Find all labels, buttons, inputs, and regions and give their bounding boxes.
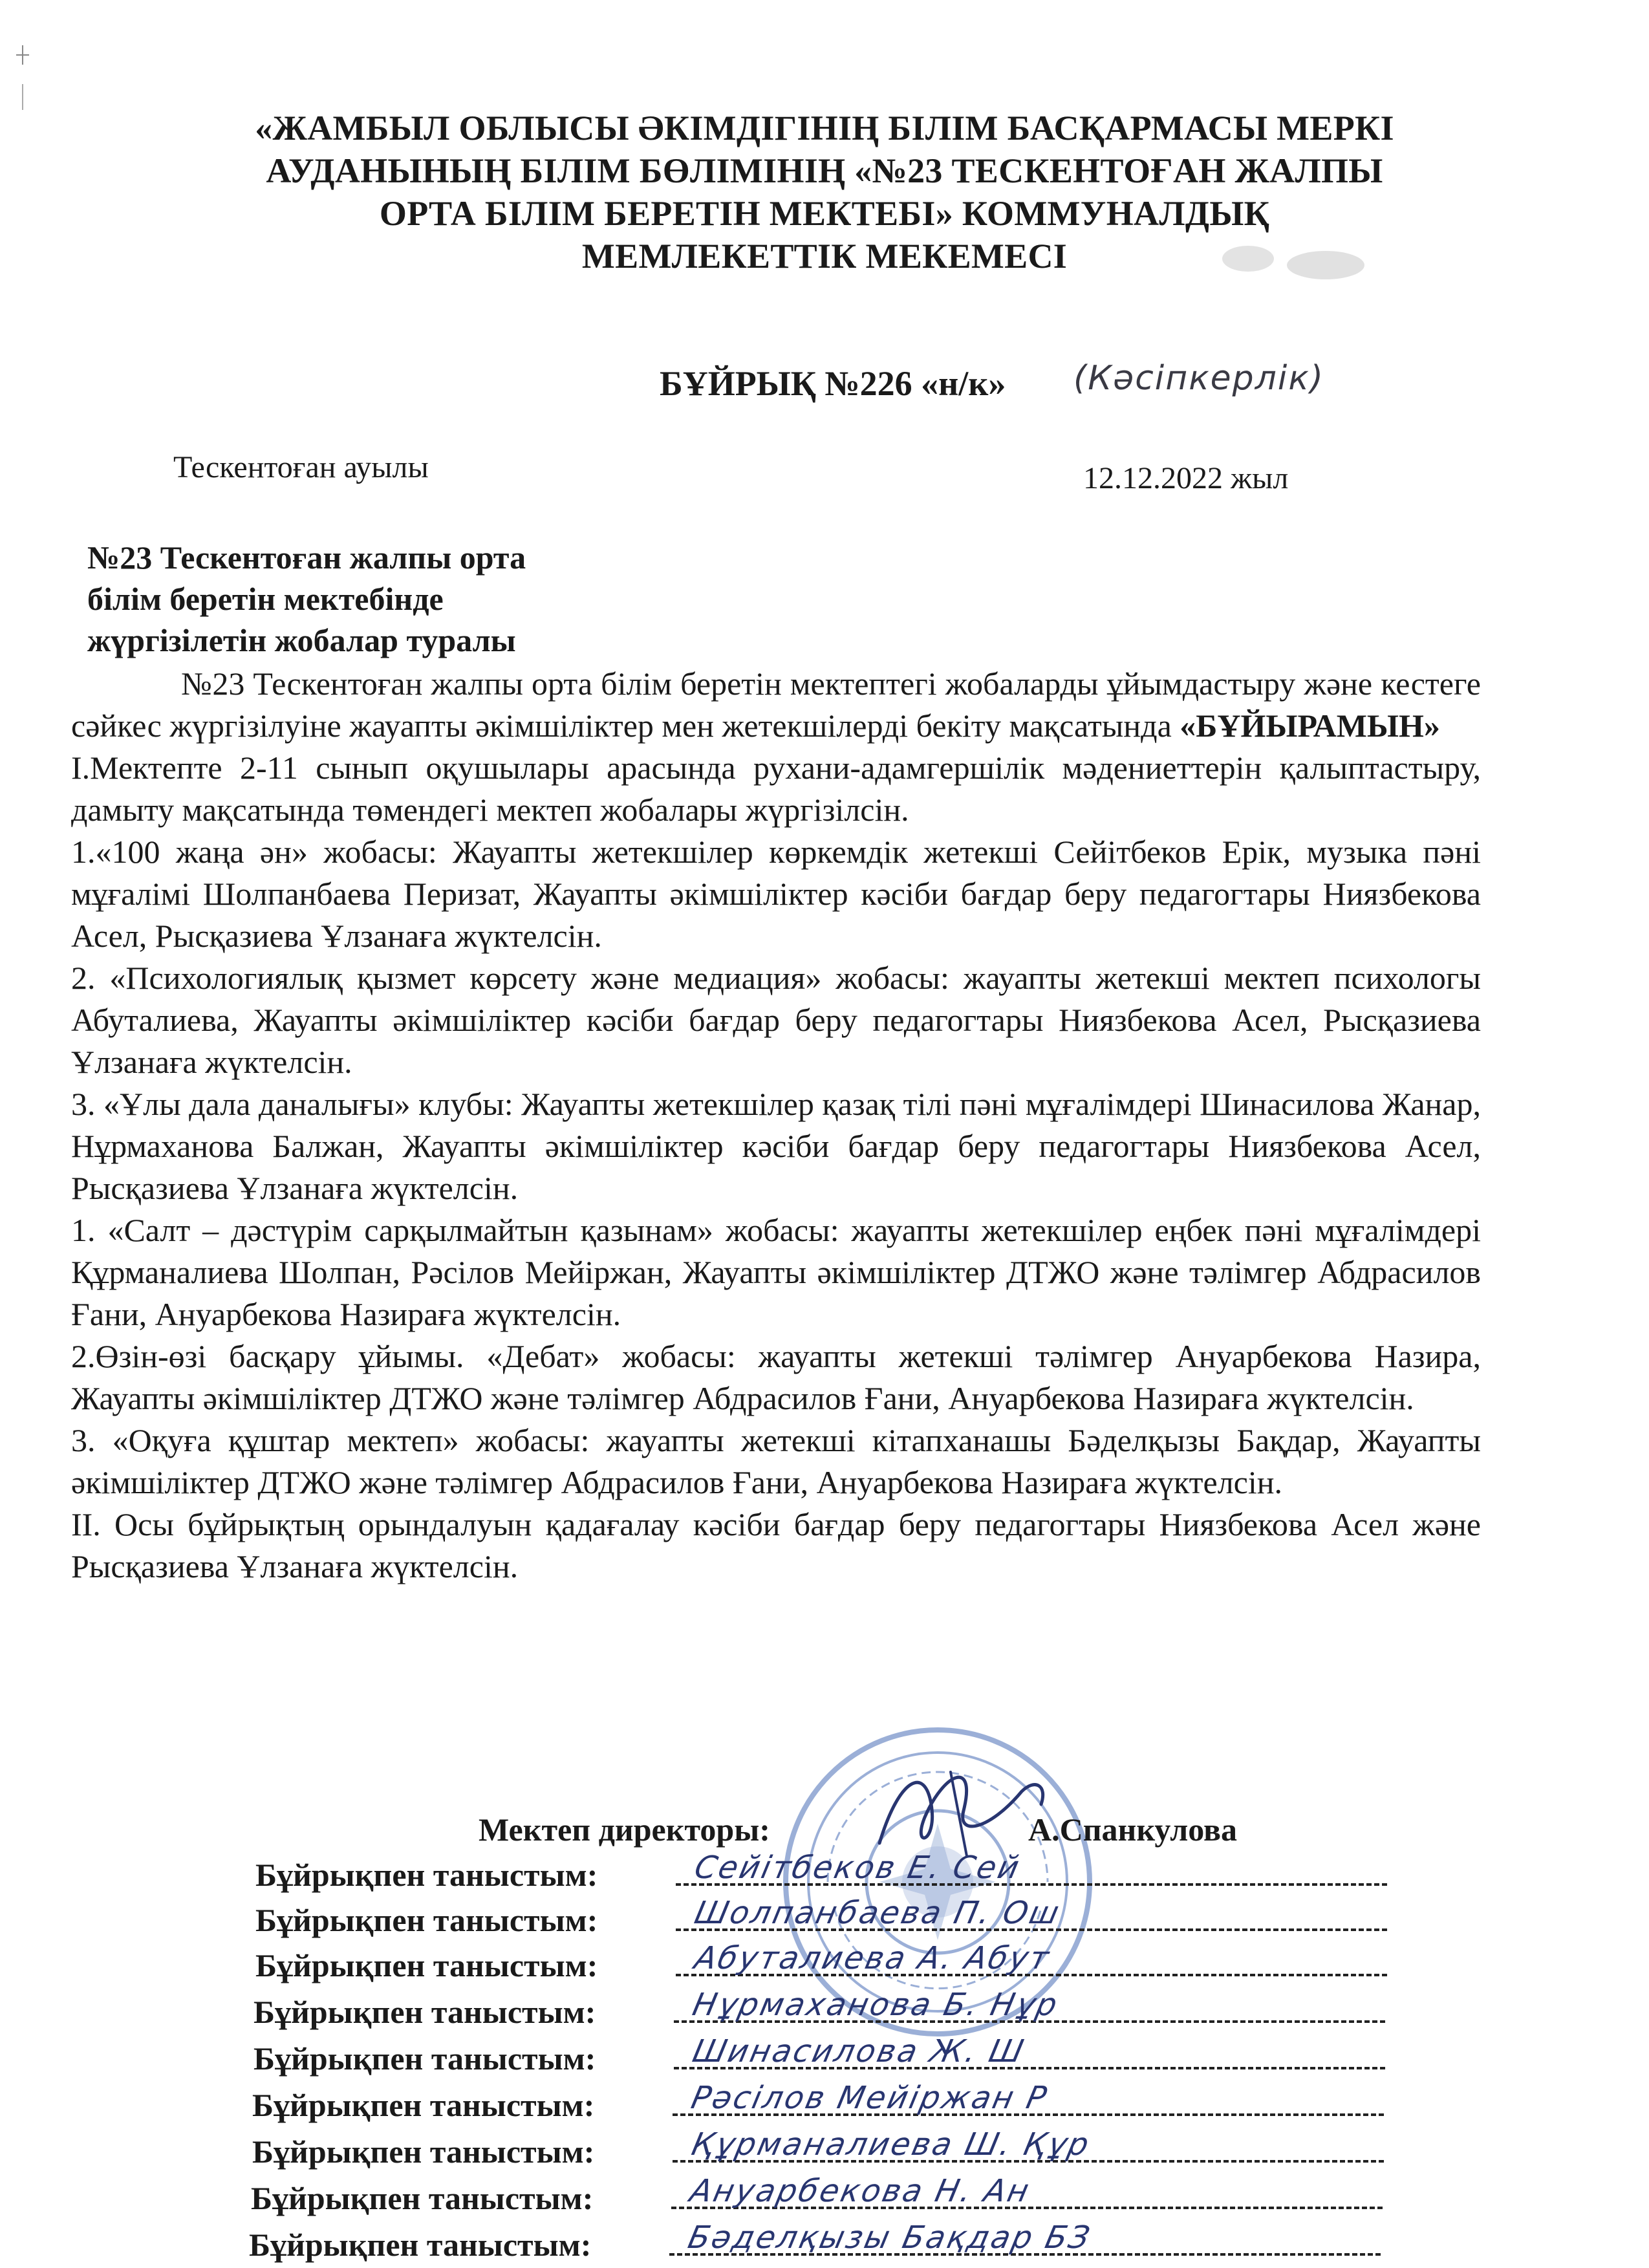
handwritten-signature: Сейітбеков Е. Сей <box>691 1850 1024 1886</box>
acknowledgement-row <box>251 2173 1383 2218</box>
order-item: 1. «Салт – дәстүрім сарқылмайтын қазынам» жобасы: жауапты жетекшілер еңбек пәні мұғалімдері Құрманалиева Шолпан, Рәсілов Мейіржан, Жауапты әкімшіліктер ДТЖО және тәлімгер Абдрасилов Ғани, Ануарбекова Назираға жүктелсін. <box>71 1212 1481 1332</box>
handwritten-order-note: (Кәсіпкерлік) <box>1073 359 1325 398</box>
header-line: «ЖАМБЫЛ ОБЛЫСЫ ӘКІМДІГІНІҢ БІЛІМ БАСҚАРМАСЫ МЕРКІ <box>255 109 1394 147</box>
subject-line: білім беретін мектебінде <box>87 581 444 617</box>
acknowledgement-label: Бұйрықпен таныстым: <box>252 2133 595 2170</box>
handwritten-signature: Шолпанбаева П. Ош <box>691 1895 1064 1931</box>
subject-line: жүргізілетін жобалар туралы <box>87 622 516 658</box>
acknowledgement-label: Бұйрықпен таныстым: <box>249 2227 592 2263</box>
place-of-issue: Тескентоған ауылы <box>173 450 429 484</box>
acknowledgement-label: Бұйрықпен таныстым: <box>255 1902 598 1938</box>
order-body <box>71 663 1481 1588</box>
acknowledgement-row <box>255 1940 1387 1985</box>
acknowledgement-label: Бұйрықпен таныстым: <box>253 1994 596 2030</box>
acknowledgement-row <box>255 1850 1387 1895</box>
section-1-paragraph: I.Мектепте 2-11 сынып оқушылары арасында рухани-адамгершілік мәдениеттерін қалыптастыру, дамыту мақсатында төмендегі мектеп жобалары жүргізілсін. <box>71 750 1481 828</box>
order-date: 12.12.2022 жыл <box>1083 461 1289 495</box>
handwritten-signature: Нұрмаханова Б. Нұр <box>689 1987 1062 2023</box>
handwritten-signature: Ануарбекова Н. Ан <box>687 2173 1034 2209</box>
acknowledgement-row <box>252 2126 1384 2172</box>
acknowledgement-label: Бұйрықпен таныстым: <box>255 1947 598 1983</box>
acknowledgement-label: Бұйрықпен таныстым: <box>253 2040 596 2077</box>
intro-paragraph <box>71 663 1481 747</box>
order-item: 3. «Оқуға құштар мектеп» жобасы: жауапты жетекші кітапханашы Бәделқызы Бақдар, Жауапты әкімшіліктер ДТЖО және тәлімгер Абдрасилов Ғани, Ануарбекова Назираға жүктелсін. <box>71 1422 1481 1500</box>
acknowledgement-row <box>255 1895 1387 1940</box>
order-item: 3. «Ұлы дала даналығы» клубы: Жауапты жетекшілер қазақ тілі пәні мұғалімдері Шинасилова Жанар, Нұрмаханова Балжан, Жауапты әкімшіліктер кәсіби бағдар беру педагогтары Ниязбекова Асел, Рысқазиева Ұлзанаға жүктелсін. <box>71 1086 1481 1206</box>
acknowledgement-label: Бұйрықпен таныстым: <box>255 1857 598 1893</box>
handwritten-signature: Рәсілов Мейіржан Р <box>688 2080 1051 2116</box>
acknowledgement-row <box>249 2219 1381 2265</box>
acknowledgement-row <box>252 2080 1384 2125</box>
order-item: 2. «Психологиялық қызмет көрсету және медиация» жобасы: жауапты жетекші мектеп психологы Абуталиева, Жауапты әкімшіліктер кәсіби бағдар беру педагогтары Ниязбекова Асел, Рысқазиева Ұлзанаға жүктелсін. <box>71 960 1481 1080</box>
handwritten-signature: Абуталиева А. Абут <box>691 1940 1054 1976</box>
handwritten-signature: Шинасилова Ж. Ш <box>689 2033 1029 2069</box>
subject-line: №23 Тескентоған жалпы орта <box>87 539 526 576</box>
section-2-paragraph: II. Осы бұйрықтың орындалуын қадағалау кәсіби бағдар беру педагогтары Ниязбекова Асел және Рысқазиева Ұлзанаға жүктелсін. <box>71 1506 1481 1584</box>
acknowledgement-label: Бұйрықпен таныстым: <box>251 2180 594 2216</box>
acknowledgement-row <box>253 1987 1385 2032</box>
order-item: 2.Өзін-өзі басқару ұйымы. «Дебат» жобасы: жауапты жетекші тәлімгер Ануарбекова Назира, Жауапты әкімшіліктер ДТЖО және тәлімгер Абдрасилов Ғани, Ануарбекова Назираға жүктелсін. <box>71 1338 1481 1416</box>
handwritten-signature: Бәделқызы Бақдар БЗ <box>685 2219 1095 2256</box>
acknowledgement-label: Бұйрықпен таныстым: <box>252 2087 595 2123</box>
acknowledgement-row <box>253 2033 1385 2079</box>
header-line: АУДАНЫНЫҢ БІЛІМ БӨЛІМІНІҢ «№23 ТЕСКЕНТОҒАН ЖАЛПЫ <box>266 151 1383 190</box>
order-item: 1.«100 жаңа ән» жобасы: Жауапты жетекшілер көркемдік жетекші Сейітбеков Ерік, музыка пәні мұғалімі Шолпанбаева Перизат, Жауапты әкімшіліктер кәсіби бағдар беру педагогтары Ниязбекова Асел, Рысқазиева Ұлзанаға жүктелсін. <box>71 834 1481 954</box>
intro-text: №23 Тескентоған жалпы орта білім беретін мектептегі жобаларды ұйымдастыру және кестеге сәйкес жүргізілуіне жауапты әкімшіліктер мен жетекшілерді бекіту мақсатында <box>71 665 1481 744</box>
order-title: БҰЙРЫҚ №226 «н/к» <box>660 364 1006 403</box>
header-line: ОРТА БІЛІМ БЕРЕТІН МЕКТЕБІ» КОММУНАЛДЫҚ <box>379 194 1270 233</box>
scan-margin-mark <box>10 39 36 116</box>
intro-emphasis: «БҰЙЫРАМЫН» <box>1180 707 1440 744</box>
order-subject <box>87 537 526 661</box>
handwritten-signature: Құрманалиева Ш. Құр <box>688 2126 1094 2163</box>
organization-header <box>162 107 1487 277</box>
header-line: МЕМЛЕКЕТТІК МЕКЕМЕСІ <box>581 237 1068 275</box>
director-role: Мектеп директоры: <box>479 1811 770 1848</box>
director-name: А.Спанкулова <box>1028 1811 1237 1848</box>
